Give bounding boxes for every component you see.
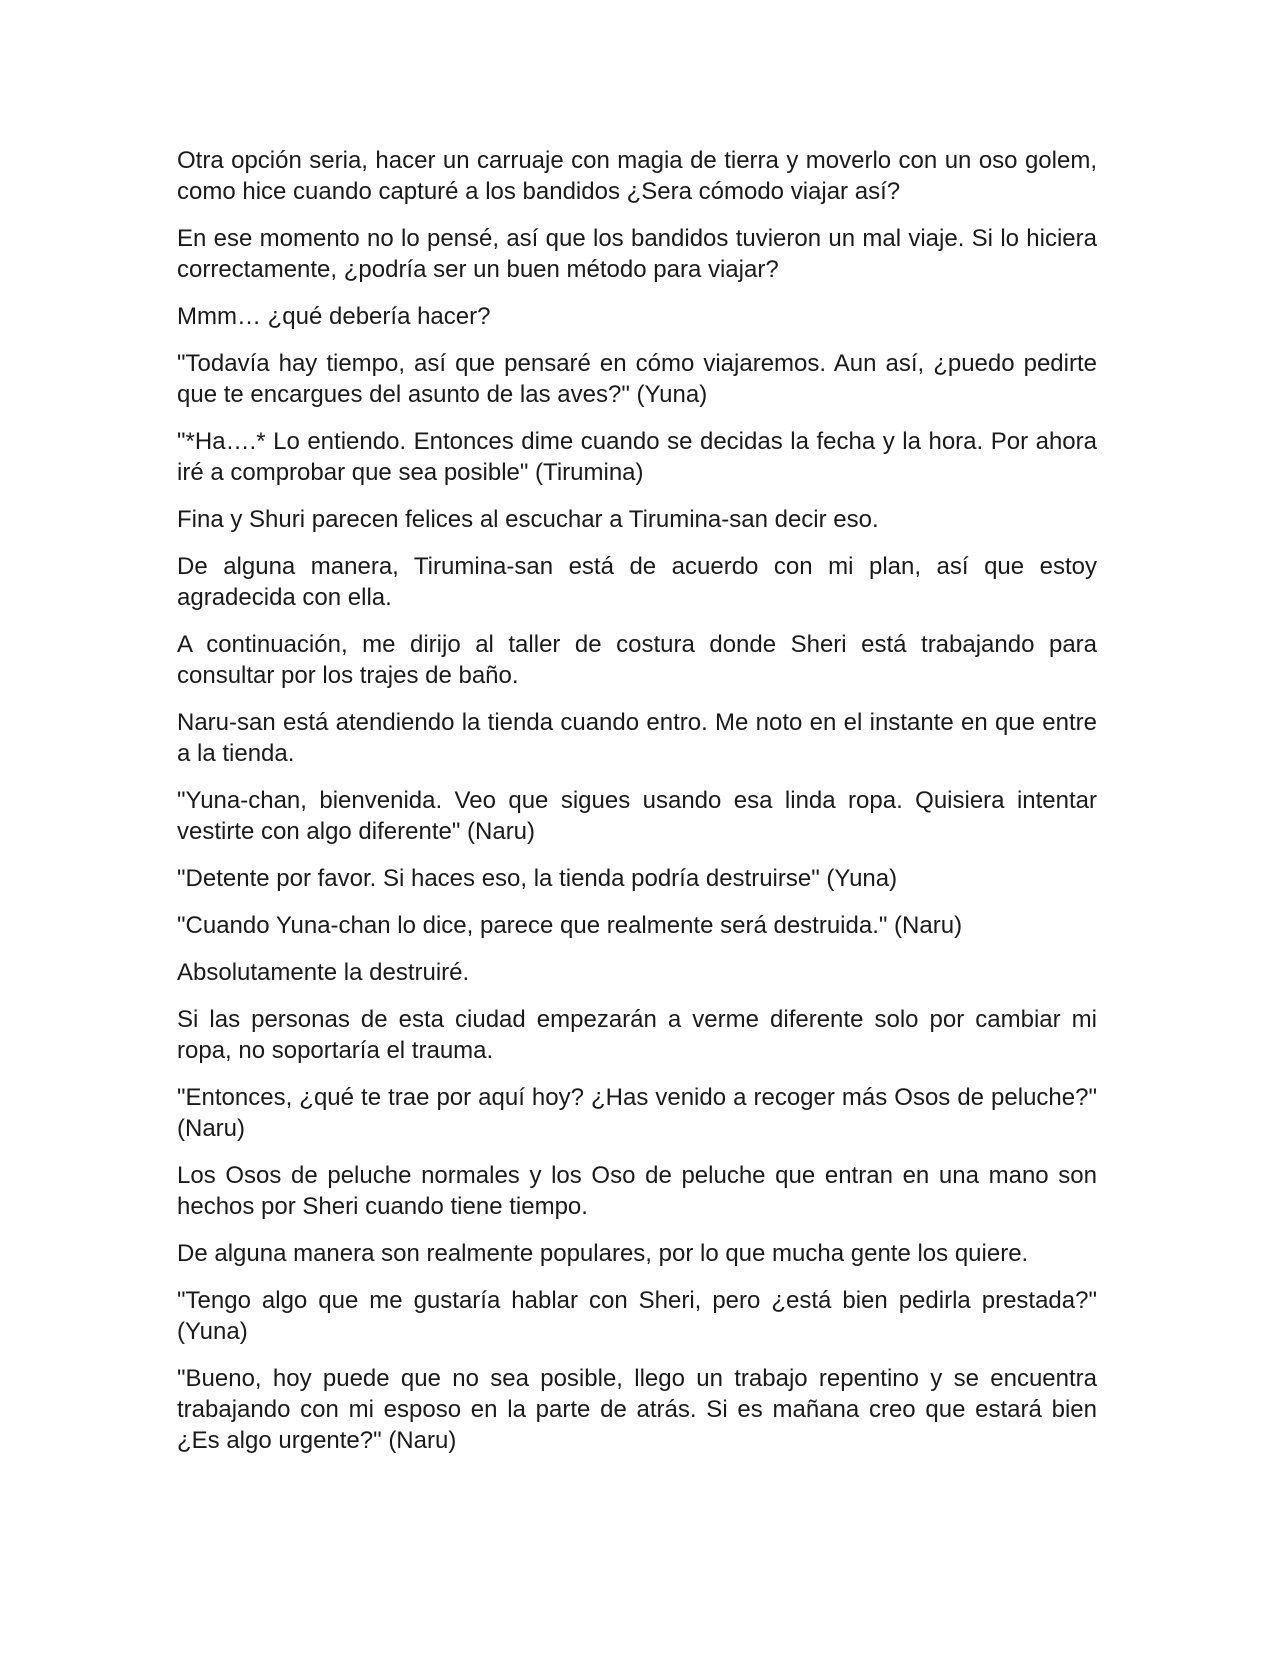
paragraph: De alguna manera son realmente populares, por lo que mucha gente los quiere. xyxy=(177,1240,1029,1267)
paragraph: "Bueno, hoy puede que no sea posible, llego un trabajo repentino y se encuentra trabajando con mi esposo en la parte de atrás. Si es mañana creo que estará bien ¿Es algo urgente?" (Naru) xyxy=(177,1365,1097,1454)
paragraph: Mmm… ¿qué debería hacer? xyxy=(177,303,491,330)
paragraph: De alguna manera, Tirumina-san está de acuerdo con mi plan, así que estoy agradecida con ella. xyxy=(177,553,1097,611)
paragraph: "Detente por favor. Si haces eso, la tienda podría destruirse" (Yuna) xyxy=(177,865,898,892)
paragraph: A continuación, me dirijo al taller de costura donde Sheri está trabajando para consultar por los trajes de baño. xyxy=(177,631,1097,689)
paragraph: "Tengo algo que me gustaría hablar con Sheri, pero ¿está bien pedirla prestada?" (Yuna) xyxy=(177,1287,1097,1345)
paragraph: En ese momento no lo pensé, así que los bandidos tuvieron un mal viaje. Si lo hiciera correctamente, ¿podría ser un buen método para viajar? xyxy=(177,225,1097,283)
paragraph: Naru-san está atendiendo la tienda cuando entro. Me noto en el instante en que entre a la tienda. xyxy=(177,709,1097,767)
paragraph: Otra opción seria, hacer un carruaje con magia de tierra y moverlo con un oso golem, como hice cuando capturé a los bandidos ¿Sera cómodo viajar así? xyxy=(177,147,1097,205)
paragraph: "*Ha….* Lo entiendo. Entonces dime cuando se decidas la fecha y la hora. Por ahora iré a comprobar que sea posible" (Tirumina) xyxy=(177,428,1097,486)
paragraph: "Yuna-chan, bienvenida. Veo que sigues usando esa linda ropa. Quisiera intentar vestirte con algo diferente" (Naru) xyxy=(177,787,1097,845)
paragraph: Fina y Shuri parecen felices al escuchar a Tirumina-san decir eso. xyxy=(177,506,879,533)
paragraph: Los Osos de peluche normales y los Oso de peluche que entran en una mano son hechos por Sheri cuando tiene tiempo. xyxy=(177,1162,1097,1220)
body-text xyxy=(177,145,1097,1472)
paragraph: "Entonces, ¿qué te trae por aquí hoy? ¿Has venido a recoger más Osos de peluche?" (Naru) xyxy=(177,1084,1097,1142)
paragraph: Si las personas de esta ciudad empezarán a verme diferente solo por cambiar mi ropa, no soportaría el trauma. xyxy=(177,1006,1097,1064)
paragraph: Absolutamente la destruiré. xyxy=(177,959,470,986)
paragraph: "Todavía hay tiempo, así que pensaré en cómo viajaremos. Aun así, ¿puedo pedirte que te encargues del asunto de las aves?" (Yuna) xyxy=(177,350,1097,408)
paragraph: "Cuando Yuna-chan lo dice, parece que realmente será destruida." (Naru) xyxy=(177,912,963,939)
